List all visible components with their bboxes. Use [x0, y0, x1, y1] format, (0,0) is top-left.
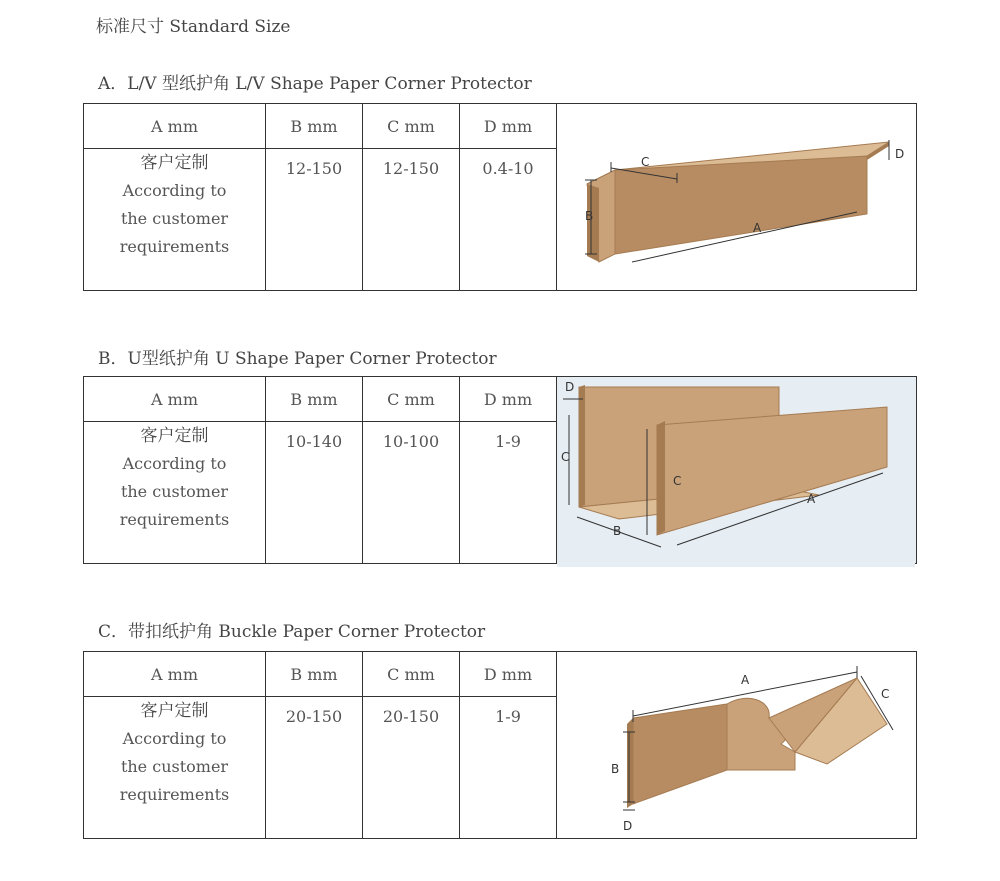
value-a-en-2: the customer [120, 757, 229, 776]
header-a: A mm [84, 652, 266, 697]
header-a: A mm [84, 377, 266, 422]
value-b: 20-150 [266, 697, 363, 839]
diagram-label-a: A [807, 492, 816, 506]
value-a-en-3: requirements [119, 237, 230, 256]
value-a-en-1: According to [122, 181, 227, 200]
value-a-en-2: the customer [120, 209, 229, 228]
value-c: 12-150 [363, 149, 460, 291]
diagram-label-b: B [613, 524, 622, 538]
value-a-cn: 客户定制 [140, 153, 209, 173]
header-c: C mm [363, 652, 460, 697]
value-a-en-1: According to [122, 729, 227, 748]
value-c: 10-100 [363, 422, 460, 564]
spec-table-b [83, 376, 917, 564]
diagram-label-d: D [895, 147, 905, 161]
diagram-label-a: A [753, 221, 762, 235]
section-b-title: B．U型纸护角 U Shape Paper Corner Protector [98, 349, 497, 369]
diagram-label-a: A [741, 673, 750, 687]
diagram-label-c-right: C [673, 474, 682, 488]
header-b: B mm [266, 104, 363, 149]
header-d: D mm [460, 377, 557, 422]
value-c: 20-150 [363, 697, 460, 839]
value-a-en-2: the customer [120, 482, 229, 501]
diagram-label-d: D [565, 380, 575, 394]
value-a-en-3: requirements [119, 785, 230, 804]
diagram-label-b: B [611, 762, 620, 776]
header-d: D mm [460, 104, 557, 149]
page-title: 标准尺寸 Standard Size [96, 17, 291, 37]
spec-table-a [83, 103, 917, 291]
diagram-u-shape [557, 377, 917, 564]
value-a-en-1: According to [122, 454, 227, 473]
header-b: B mm [266, 652, 363, 697]
value-b: 12-150 [266, 149, 363, 291]
value-a [84, 697, 266, 839]
diagram-label-c: C [881, 687, 890, 701]
section-c-title: C．带扣纸护角 Buckle Paper Corner Protector [98, 622, 486, 642]
value-a-cn: 客户定制 [140, 701, 209, 721]
header-c: C mm [363, 377, 460, 422]
diagram-label-b: B [585, 209, 594, 223]
header-d: D mm [460, 652, 557, 697]
section-a-title: A．L/V 型纸护角 L/V Shape Paper Corner Protector [98, 74, 532, 94]
value-d: 0.4-10 [460, 149, 557, 291]
header-a: A mm [84, 104, 266, 149]
diagram-label-c: C [641, 155, 650, 169]
header-c: C mm [363, 104, 460, 149]
value-a [84, 422, 266, 564]
value-d: 1-9 [460, 697, 557, 839]
spec-table-c [83, 651, 917, 839]
value-b: 10-140 [266, 422, 363, 564]
header-b: B mm [266, 377, 363, 422]
value-a-en-3: requirements [119, 510, 230, 529]
diagram-label-d: D [623, 819, 633, 833]
value-a-cn: 客户定制 [140, 426, 209, 446]
diagram-label-c-left: C [561, 450, 570, 464]
diagram-buckle [557, 652, 917, 839]
value-d: 1-9 [460, 422, 557, 564]
value-a [84, 149, 266, 291]
diagram-lv-shape [557, 104, 917, 291]
